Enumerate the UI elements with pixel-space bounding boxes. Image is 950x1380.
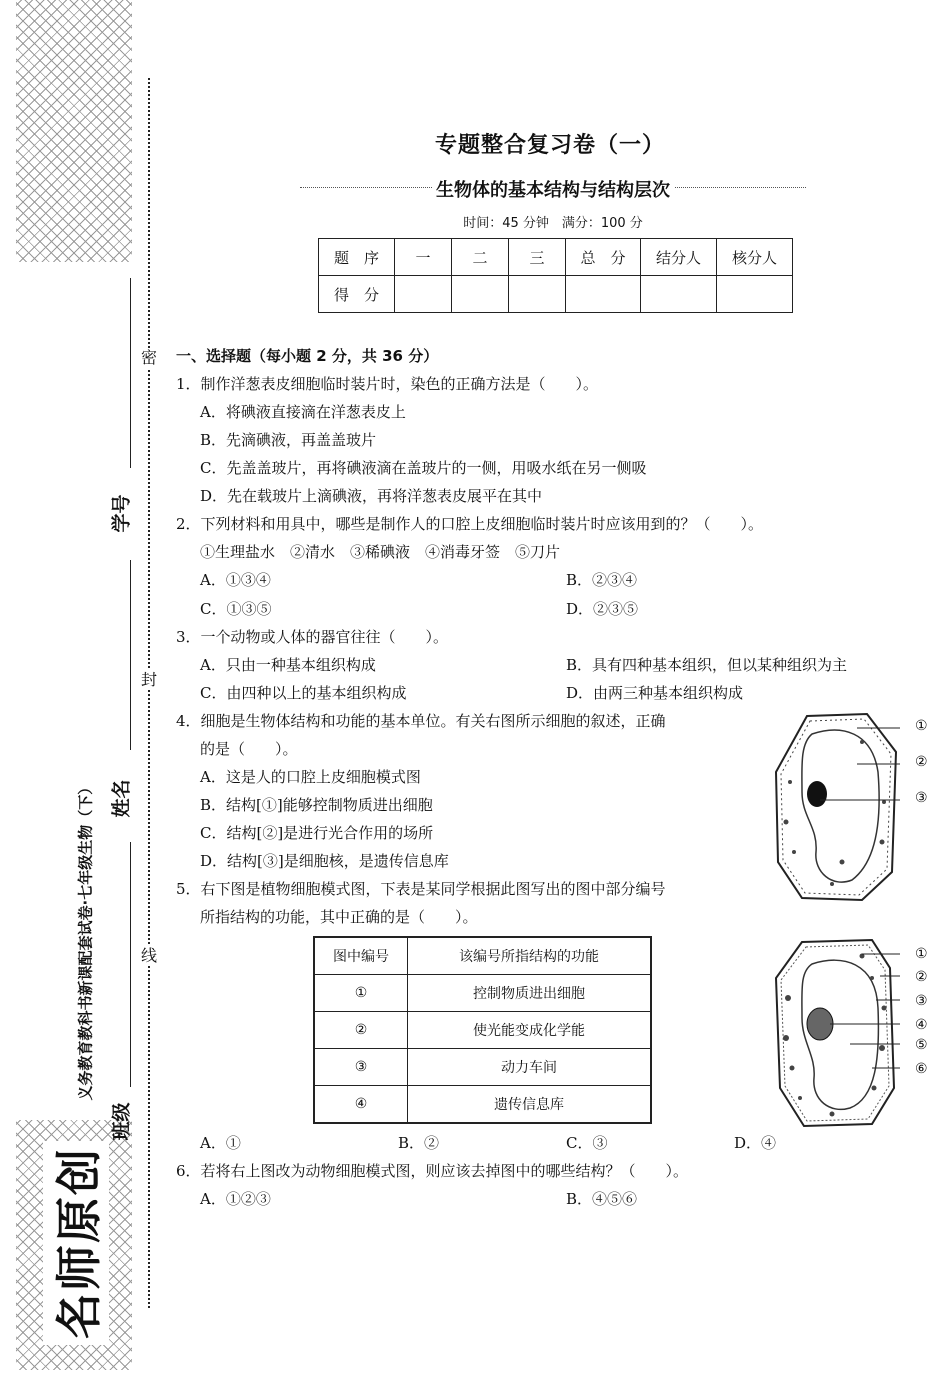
score-header-cell: 总 分 xyxy=(566,239,641,276)
q3-option-d: D．由两三种基本组织构成 xyxy=(566,684,744,702)
q5-table-cell: 动力车间 xyxy=(408,1049,652,1086)
score-header-cell: 结分人 xyxy=(641,239,717,276)
id-line xyxy=(130,278,131,468)
q4-option-a: A．这是人的口腔上皮细胞模式图 xyxy=(200,768,421,786)
q5-table-cell: 使光能变成化学能 xyxy=(408,1012,652,1049)
q5-label-3: ③ xyxy=(915,993,928,1009)
brand-logo: 名师原创 xyxy=(30,1128,122,1358)
q2-option-b: B．②③④ xyxy=(566,571,638,589)
q6-option-a: A．①②③ xyxy=(200,1190,271,1208)
score-cell[interactable] xyxy=(566,276,641,313)
q5-stem-line2: 所指结构的功能，其中正确的是（ ）。 xyxy=(200,908,478,926)
q4-label-1: ① xyxy=(915,718,928,734)
q4-stem-line2: 的是（ ）。 xyxy=(200,740,298,758)
q4-label-3: ③ xyxy=(915,790,928,806)
q5-table-cell: ① xyxy=(314,975,408,1012)
q5-stem-line1: 5．右下图是植物细胞模式图，下表是某同学根据此图写出的图中部分编号 xyxy=(176,880,666,898)
seal-feng: 封 xyxy=(140,670,157,689)
q2-option-d: D．②③⑤ xyxy=(566,600,639,618)
q5-table-header: 图中编号 xyxy=(314,937,408,975)
q5-table-cell: ④ xyxy=(314,1086,408,1124)
q5-option-d: D．④ xyxy=(734,1134,777,1152)
q5-label-4: ④ xyxy=(915,1017,928,1033)
name-line xyxy=(130,560,131,750)
q5-function-table xyxy=(313,936,652,1124)
q3-option-a: A．只由一种基本组织构成 xyxy=(200,656,376,674)
q5-table-header: 该编号所指结构的功能 xyxy=(408,937,652,975)
q3-stem: 3．一个动物或人体的器官往往（ ）。 xyxy=(176,628,449,646)
q6-stem: 6．若将右上图改为动物细胞模式图，则应该去掉图中的哪些结构？（ ）。 xyxy=(176,1162,689,1180)
q2-option-c: C．①③⑤ xyxy=(200,600,272,618)
q2-option-a: A．①③④ xyxy=(200,571,271,589)
score-cell[interactable] xyxy=(452,276,509,313)
q4-option-c: C．结构[②]是进行光合作用的场所 xyxy=(200,824,434,842)
q2-items: ①生理盐水 ②清水 ③稀碘液 ④消毒牙签 ⑤刀片 xyxy=(200,543,561,561)
q5-table-cell: ② xyxy=(314,1012,408,1049)
seal-xian: 线 xyxy=(140,946,157,965)
q5-label-5: ⑤ xyxy=(915,1037,928,1053)
q6-option-b: B．④⑤⑥ xyxy=(566,1190,638,1208)
q4-option-b: B．结构[①]能够控制物质进出细胞 xyxy=(200,796,433,814)
score-cell[interactable] xyxy=(509,276,566,313)
q4-label-2: ② xyxy=(915,754,928,770)
class-line xyxy=(130,842,131,1087)
q1-option-c: C．先盖盖玻片，再将碘液滴在盖玻片的一侧，用吸水纸在另一侧吸 xyxy=(200,459,647,477)
score-header-cell: 题 序 xyxy=(319,239,395,276)
score-header-cell: 二 xyxy=(452,239,509,276)
q5-table-cell: 遗传信息库 xyxy=(408,1086,652,1124)
subtitle: 生物体的基本结构与结构层次 xyxy=(432,180,674,201)
q5-label-1: ① xyxy=(915,946,928,962)
subtitle-block xyxy=(300,176,806,200)
score-header-cell: 核分人 xyxy=(717,239,793,276)
q5-plant-cell-diagram xyxy=(772,938,902,1128)
score-cell[interactable] xyxy=(641,276,717,313)
name-label: 姓名 xyxy=(110,779,133,818)
q1-option-b: B．先滴碘液，再盖盖玻片 xyxy=(200,431,377,449)
q4-option-d: D．结构[③]是细胞核，是遗传信息库 xyxy=(200,852,449,870)
score-header-cell: 一 xyxy=(395,239,452,276)
q5-label-6: ⑥ xyxy=(915,1061,928,1077)
score-cell[interactable] xyxy=(717,276,793,313)
q1-option-d: D．先在载玻片上滴碘液，再将洋葱表皮展平在其中 xyxy=(200,487,543,505)
q1-option-a: A．将碘液直接滴在洋葱表皮上 xyxy=(200,403,406,421)
score-row-label: 得 分 xyxy=(319,276,395,313)
q5-option-a: A．① xyxy=(200,1134,241,1152)
page-title: 专题整合复习卷（一） xyxy=(434,133,665,158)
q3-option-b: B．具有四种基本组织，但以某种组织为主 xyxy=(566,656,848,674)
score-header-cell: 三 xyxy=(509,239,566,276)
q5-label-2: ② xyxy=(915,969,928,985)
q4-stem-line1: 4．细胞是生物体结构和功能的基本单位。有关右图所示细胞的叙述，正确 xyxy=(176,712,666,730)
q5-table-cell: 控制物质进出细胞 xyxy=(408,975,652,1012)
q3-option-c: C．由四种以上的基本组织构成 xyxy=(200,684,407,702)
score-cell[interactable] xyxy=(395,276,452,313)
section-heading: 一、选择题（每小题 2 分，共 36 分） xyxy=(176,347,439,365)
q5-option-c: C．③ xyxy=(566,1134,608,1152)
score-table xyxy=(318,238,793,313)
series-title: 义务教育教科书新课配套试卷·七年级生物（下） xyxy=(76,779,95,1101)
time-info: 时间：45 分钟 满分：100 分 xyxy=(463,216,643,231)
q1-stem: 1．制作洋葱表皮细胞临时装片时，染色的正确方法是（ ）。 xyxy=(176,375,599,393)
q2-stem: 2．下列材料和用具中，哪些是制作人的口腔上皮细胞临时装片时应该用到的？（ ）。 xyxy=(176,515,764,533)
seal-mi: 密 xyxy=(140,348,157,367)
class-label: 班级 xyxy=(110,1102,133,1141)
decorative-hatch-top xyxy=(16,0,132,262)
q5-table-cell: ③ xyxy=(314,1049,408,1086)
q4-cell-diagram xyxy=(772,712,902,902)
id-label: 学号 xyxy=(110,494,133,533)
seal-dotted-line xyxy=(148,78,150,1308)
q5-option-b: B．② xyxy=(398,1134,440,1152)
